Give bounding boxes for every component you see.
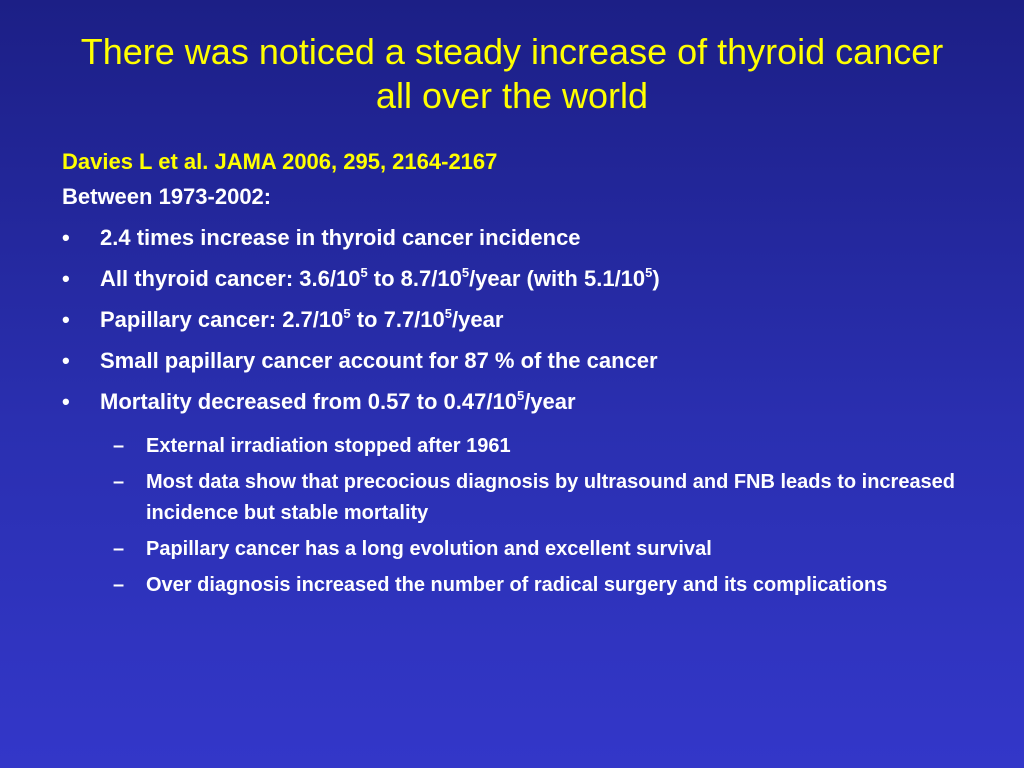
bullet-text-part: ) bbox=[652, 266, 660, 291]
superscript: 5 bbox=[360, 265, 368, 280]
bullet-mark: • bbox=[62, 266, 70, 291]
sub-bullet-text: External irradiation stopped after 1961 bbox=[146, 435, 511, 457]
sub-bullet-evolution bbox=[62, 534, 962, 565]
bullet-text-part: Mortality decreased from 0.57 to 0.47/10 bbox=[100, 389, 517, 414]
dash-mark: – bbox=[113, 435, 125, 457]
sub-bullet-diagnosis bbox=[62, 467, 962, 529]
bullet-small-papillary bbox=[62, 349, 962, 390]
bullet-mark: • bbox=[62, 389, 70, 414]
bullet-text-part: All thyroid cancer: 3.6/10 bbox=[100, 266, 361, 291]
sub-bullet-irradiation bbox=[62, 431, 962, 462]
dash-mark: – bbox=[113, 471, 125, 493]
sub-bullet-over-diagnosis bbox=[62, 570, 962, 601]
superscript: 5 bbox=[461, 265, 470, 280]
sub-bullet-text: Most data show that precocious diagnosis by ultrasound and FNB leads to increased incidence but stable mortality bbox=[146, 471, 956, 524]
bullet-text: 2.4 times increase in thyroid cancer incidence bbox=[100, 225, 581, 250]
dash-mark: – bbox=[113, 574, 125, 596]
bullet-all-thyroid-cancer bbox=[62, 267, 962, 308]
bullet-text-part: to 7.7/10 bbox=[350, 307, 445, 332]
bullet-papillary-cancer bbox=[62, 308, 962, 349]
bullet-mortality bbox=[62, 390, 962, 431]
superscript: 5 bbox=[516, 388, 525, 403]
bullet-text-part: Papillary cancer: 2.7/10 bbox=[100, 307, 344, 332]
slide-body bbox=[62, 150, 962, 606]
bullet-mark: • bbox=[62, 348, 70, 373]
bullet-incidence-increase bbox=[62, 226, 962, 267]
slide-title: There was noticed a steady increase of thyroid cancer all over the world bbox=[80, 31, 944, 116]
bullet-mark: • bbox=[62, 225, 70, 250]
superscript: 5 bbox=[645, 265, 653, 280]
bullet-text-part: /year bbox=[452, 307, 504, 332]
reference-citation: Davies L et al. JAMA 2006, 295, 2164-2167 bbox=[62, 149, 498, 174]
bullet-text: Small papillary cancer account for 87 % of the cancer bbox=[100, 348, 658, 373]
period-heading: Between 1973-2002: bbox=[62, 184, 272, 209]
bullet-text-part: /year (with 5.1/10 bbox=[469, 266, 646, 291]
dash-mark: – bbox=[113, 538, 125, 560]
superscript: 5 bbox=[444, 306, 452, 321]
sub-bullet-text: Papillary cancer has a long evolution and excellent survival bbox=[146, 538, 712, 560]
bullet-text-part: /year bbox=[524, 389, 576, 414]
bullet-text-part: to 8.7/10 bbox=[367, 266, 462, 291]
sub-bullet-text: Over diagnosis increased the number of radical surgery and its complications bbox=[146, 574, 888, 596]
superscript: 5 bbox=[343, 306, 351, 321]
bullet-mark: • bbox=[62, 307, 70, 332]
